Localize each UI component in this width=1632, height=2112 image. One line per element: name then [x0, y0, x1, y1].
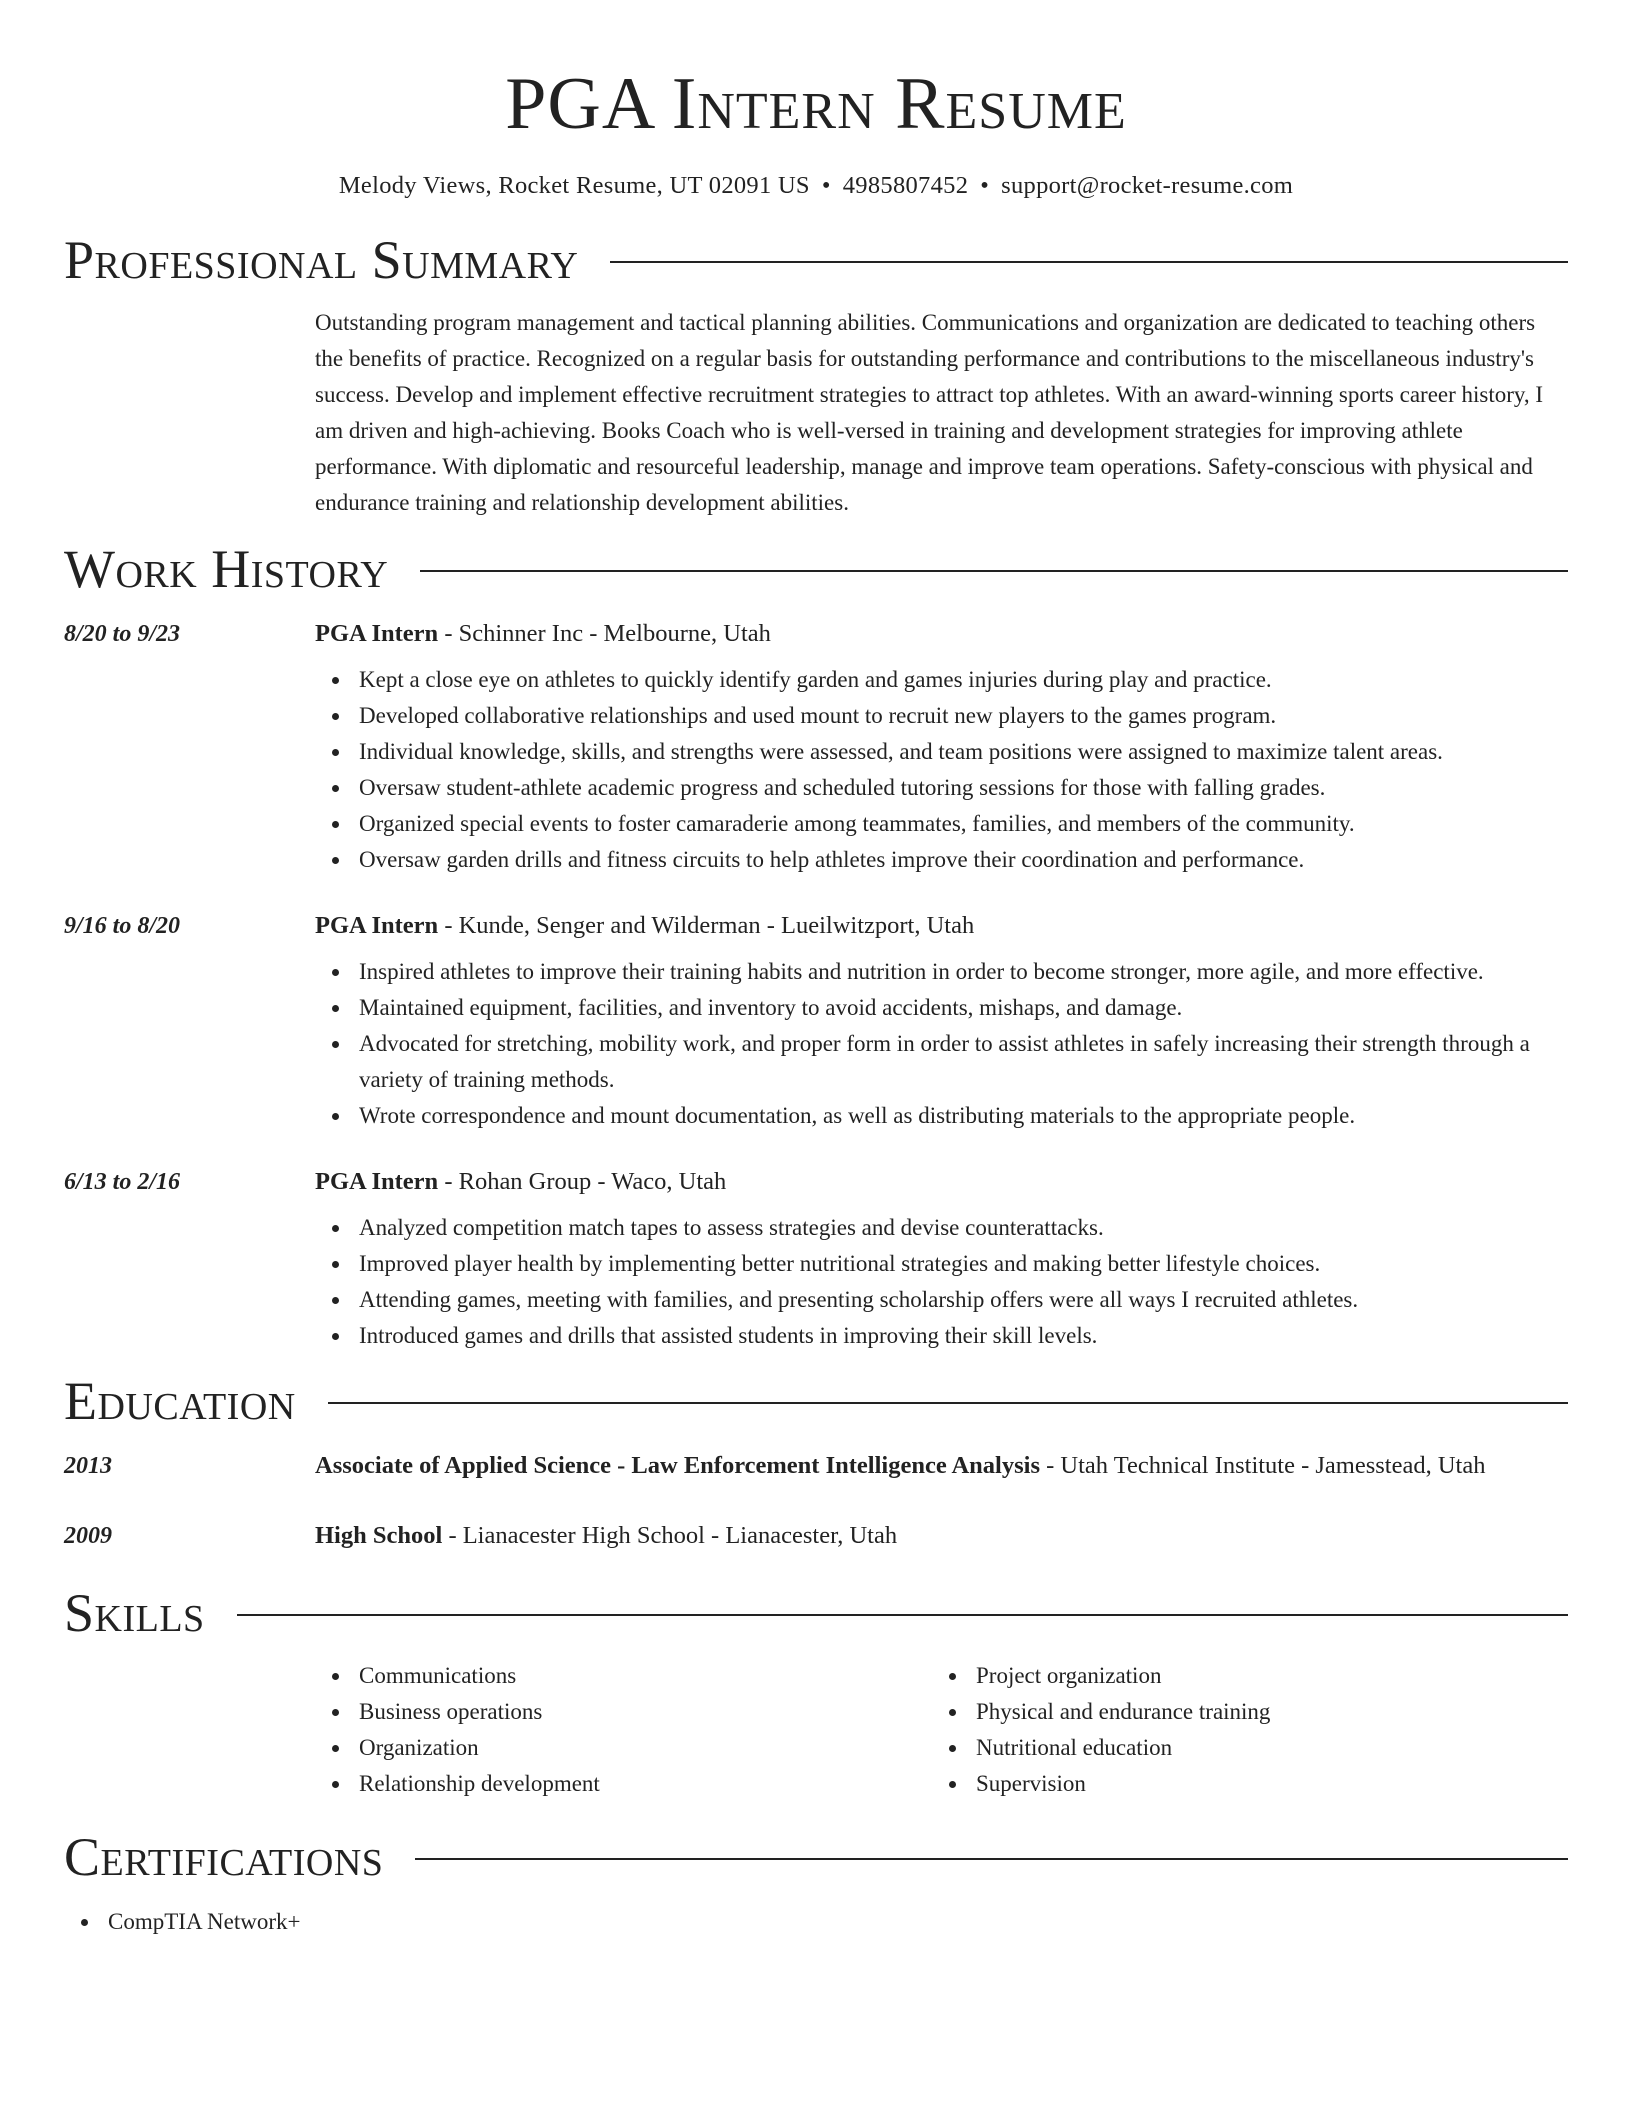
job-dates: 9/16 to 8/20: [64, 913, 181, 939]
list-item: Relationship development: [359, 1766, 932, 1802]
section-header: [64, 536, 1568, 602]
summary-section: [64, 227, 1568, 521]
job-dates: 8/20 to 9/23: [64, 621, 181, 647]
section-header: [64, 1824, 1568, 1890]
list-item: Advocated for stretching, mobility work, and proper form in order to assist athletes in safely increasing their strength through a variety of training methods.: [359, 1026, 1568, 1098]
section-divider: [237, 1614, 1568, 1616]
job-company: - Schinner Inc - Melbourne, Utah: [438, 620, 771, 647]
job-heading: [315, 614, 1568, 654]
job-dates: 6/13 to 2/16: [64, 1169, 181, 1195]
certifications-section: [64, 1824, 1568, 1940]
list-item: Maintained equipment, facilities, and inventory to avoid accidents, mishaps, and damage.: [359, 990, 1568, 1026]
summary-text: Outstanding program management and tactical planning abilities. Communications and organization are dedicated to teaching others the benefits of practice. Recognized on a regular basis for outstanding performance and contributions to the miscellaneous industry's success. Develop and implement effective recruitment strategies to attract top athletes. With an award-winning sports career history, I am driven and high-achieving. Books Coach who is well-versed in training and development strategies for improving athlete performance. With diplomatic and resourceful leadership, manage and improve team operations. Safety-conscious with physical and endurance training and relationship development abilities.: [315, 310, 1544, 515]
education-entry: [64, 1516, 1568, 1556]
job-entry: [64, 614, 1568, 878]
skills-columns: [315, 1658, 1568, 1802]
education-section: [64, 1368, 1568, 1556]
job-bullets: [315, 662, 1568, 878]
section-title-certifications: Certifications: [64, 1827, 384, 1887]
phone-number: 4985807452: [842, 172, 969, 199]
job-company: - Rohan Group - Waco, Utah: [438, 1168, 727, 1195]
job-bullets: [315, 1210, 1568, 1354]
section-title-work-history: Work History: [64, 539, 389, 599]
section-divider: [420, 570, 1568, 572]
list-item: Oversaw garden drills and fitness circuits to help athletes improve their coordination and performance.: [359, 842, 1568, 878]
education-details: [315, 1516, 1568, 1556]
separator-dot: •: [980, 172, 990, 199]
list-item: Business operations: [359, 1694, 932, 1730]
list-item: Inspired athletes to improve their training habits and nutrition in order to become stronger, more agile, and more effective.: [359, 954, 1568, 990]
list-item: Developed collaborative relationships and used mount to recruit new players to the games program.: [359, 698, 1568, 734]
section-header: [64, 1580, 1568, 1646]
list-item: Introduced games and drills that assisted students in improving their skill levels.: [359, 1318, 1568, 1354]
skills-list-right: [932, 1658, 1549, 1802]
contact-line: [64, 170, 1568, 202]
education-degree: High School: [315, 1522, 443, 1549]
job-details: [315, 906, 1568, 1134]
list-item: Physical and endurance training: [976, 1694, 1549, 1730]
job-details: [315, 614, 1568, 878]
job-role: PGA Intern: [315, 912, 439, 939]
section-header: [64, 227, 1568, 293]
list-item: Project organization: [976, 1658, 1549, 1694]
list-item: Oversaw student-athlete academic progress and scheduled tutoring sessions for those with falling grades.: [359, 770, 1568, 806]
resume-title: PGA Intern Resume: [505, 63, 1127, 145]
list-item: Individual knowledge, skills, and strengths were assessed, and team positions were assigned to maximize talent areas.: [359, 734, 1568, 770]
work-history-section: [64, 536, 1568, 1354]
job-details: [315, 1162, 1568, 1354]
list-item: Attending games, meeting with families, and presenting scholarship offers were all ways I recruited athletes.: [359, 1282, 1568, 1318]
list-item: Improved player health by implementing better nutritional strategies and making better lifestyle choices.: [359, 1246, 1568, 1282]
job-role: PGA Intern: [315, 1168, 439, 1195]
list-item: Nutritional education: [976, 1730, 1549, 1766]
section-divider: [415, 1858, 1568, 1860]
list-item: Kept a close eye on athletes to quickly identify garden and games injuries during play and practice.: [359, 662, 1568, 698]
section-divider: [328, 1402, 1568, 1404]
list-item: CompTIA Network+: [108, 1904, 1568, 1940]
list-item: Organization: [359, 1730, 932, 1766]
list-item: Communications: [359, 1658, 932, 1694]
education-year: 2013: [64, 1453, 112, 1479]
education-entry: [64, 1446, 1568, 1486]
certifications-list: [64, 1904, 1568, 1940]
section-title-education: Education: [64, 1371, 296, 1431]
job-entry: [64, 1162, 1568, 1354]
education-school: - Lianacester High School - Lianacester, Utah: [442, 1522, 898, 1549]
section-title-skills: Skills: [64, 1583, 205, 1643]
list-item: Supervision: [976, 1766, 1549, 1802]
education-degree: Associate of Applied Science - Law Enforcement Intelligence Analysis: [315, 1452, 1040, 1479]
job-entry: [64, 906, 1568, 1134]
section-divider: [610, 261, 1568, 263]
resume-page: [64, 0, 1568, 1940]
job-bullets: [315, 954, 1568, 1134]
job-heading: [315, 1162, 1568, 1202]
education-year: 2009: [64, 1523, 112, 1549]
email-address: support@rocket-resume.com: [1001, 172, 1294, 199]
job-company: - Kunde, Senger and Wilderman - Lueilwitzport, Utah: [438, 912, 975, 939]
list-item: Wrote correspondence and mount documentation, as well as distributing materials to the appropriate people.: [359, 1098, 1568, 1134]
section-title-summary: Professional Summary: [64, 230, 579, 290]
education-details: [315, 1446, 1568, 1486]
list-item: Organized special events to foster camaraderie among teammates, families, and members of the community.: [359, 806, 1568, 842]
list-item: Analyzed competition match tapes to assess strategies and devise counterattacks.: [359, 1210, 1568, 1246]
job-role: PGA Intern: [315, 620, 439, 647]
separator-dot: •: [821, 172, 831, 199]
education-school: - Utah Technical Institute - Jamesstead, Utah: [1039, 1452, 1486, 1479]
skills-section: [64, 1580, 1568, 1802]
address: Melody Views, Rocket Resume, UT 02091 US: [338, 172, 810, 199]
job-heading: [315, 906, 1568, 946]
skills-list-left: [315, 1658, 932, 1802]
section-header: [64, 1368, 1568, 1434]
